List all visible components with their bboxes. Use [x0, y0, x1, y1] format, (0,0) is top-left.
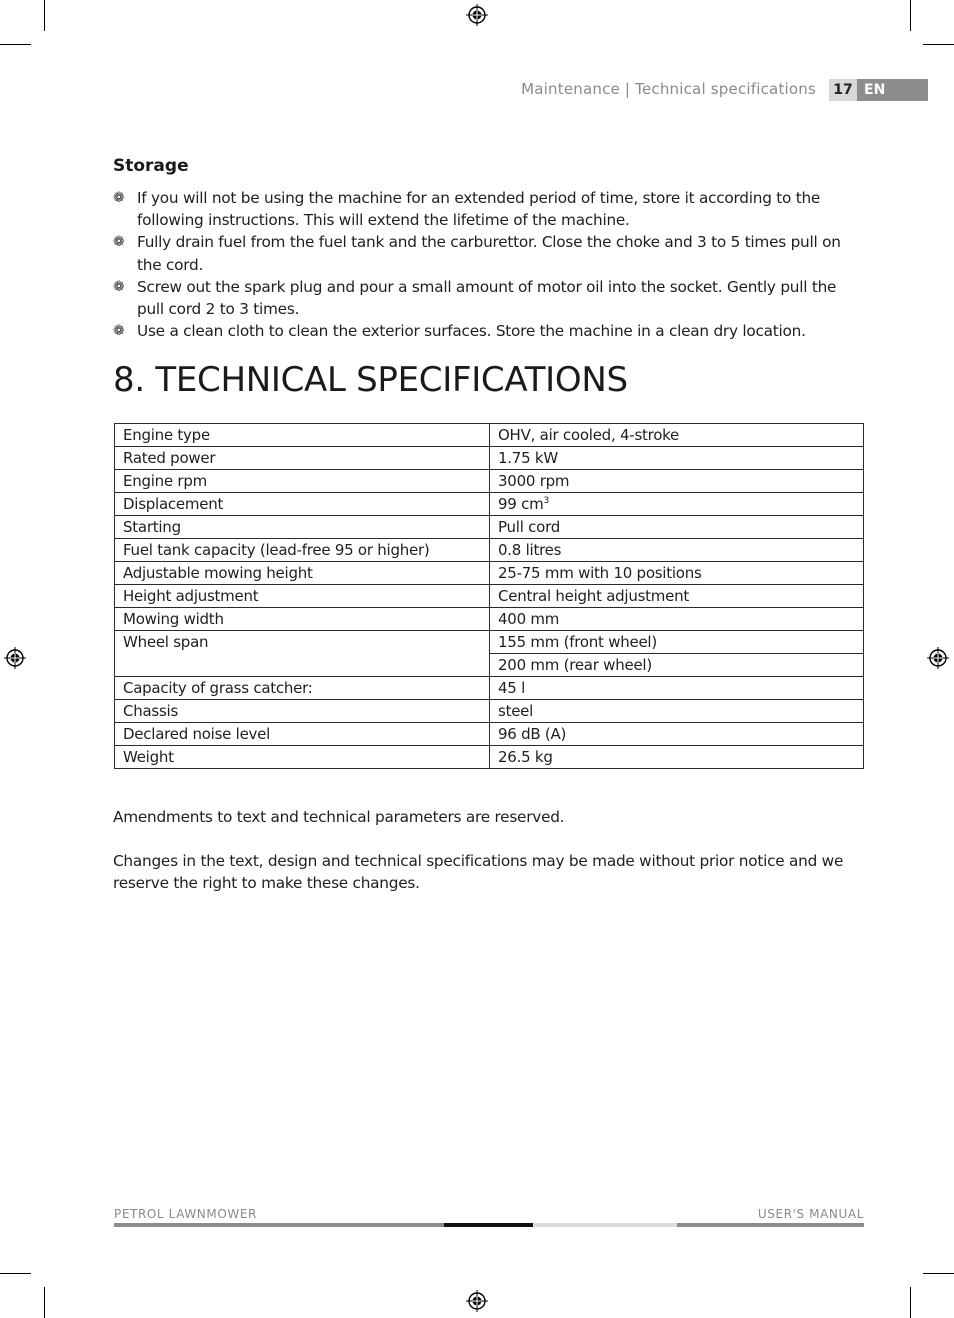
- running-header-title: Maintenance | Technical specifications: [521, 80, 816, 98]
- spec-value: 96 dB (A): [490, 723, 864, 746]
- registration-mark-icon: [4, 647, 26, 669]
- spec-value: steel: [490, 700, 864, 723]
- table-row: [115, 424, 864, 447]
- spec-label: Capacity of grass catcher:: [115, 677, 490, 700]
- spec-value: OHV, air cooled, 4-stroke: [490, 424, 864, 447]
- list-item-text: Screw out the spark plug and pour a small amount of motor oil into the socket. Gently pull the pull cord 2 to 3 times.: [137, 277, 837, 319]
- section-heading: 8. TECHNICAL SPECIFICATIONS: [113, 360, 628, 400]
- spec-value: 200 mm (rear wheel): [490, 654, 864, 677]
- spec-label: Weight: [115, 746, 490, 769]
- spec-table: [114, 423, 864, 769]
- spec-label: Height adjustment: [115, 585, 490, 608]
- changes-note: Changes in the text, design and technical specifications may be made without prior notice and we reserve the right to make these changes.: [113, 852, 844, 893]
- spec-label: Declared noise level: [115, 723, 490, 746]
- footer-bar-segment: [444, 1223, 533, 1227]
- crop-mark: [923, 44, 954, 45]
- crop-mark: [923, 1273, 954, 1274]
- crop-mark: [44, 0, 45, 31]
- crop-mark: [910, 1287, 911, 1318]
- crop-mark: [44, 1287, 45, 1318]
- spec-value: 26.5 kg: [490, 746, 864, 769]
- crop-mark: [0, 1273, 31, 1274]
- list-item: [113, 231, 863, 275]
- footer-product-name: PETROL LAWNMOWER: [114, 1207, 257, 1221]
- table-row: [115, 746, 864, 769]
- table-row: [115, 631, 864, 654]
- list-item-text: Use a clean cloth to clean the exterior surfaces. Store the machine in a clean dry location.: [137, 322, 806, 341]
- gear-bullet-icon: ❁: [113, 190, 125, 206]
- spec-label: Mowing width: [115, 608, 490, 631]
- spec-value: Pull cord: [490, 516, 864, 539]
- gear-bullet-icon: ❁: [113, 234, 125, 251]
- spec-label: Wheel span: [115, 631, 490, 677]
- registration-mark-icon: [927, 647, 949, 669]
- footer-bar-segment: [114, 1223, 444, 1227]
- table-row: [115, 516, 864, 539]
- table-row: [115, 700, 864, 723]
- list-item: [113, 187, 863, 231]
- registration-mark-icon: [466, 1290, 488, 1312]
- spec-label: Engine type: [115, 424, 490, 447]
- list-item: [113, 276, 863, 320]
- spec-value: 1.75 kW: [490, 447, 864, 470]
- table-row: [115, 539, 864, 562]
- spec-value: 400 mm: [490, 608, 864, 631]
- storage-list: [113, 187, 863, 342]
- crop-mark: [0, 44, 31, 45]
- spec-value: 0.8 litres: [490, 539, 864, 562]
- registration-mark-icon: [466, 4, 488, 26]
- spec-label: Fuel tank capacity (lead-free 95 or higher): [115, 539, 490, 562]
- crop-mark: [910, 0, 911, 31]
- footer-manual-label: USER'S MANUAL: [757, 1207, 864, 1221]
- spec-label: Adjustable mowing height: [115, 562, 490, 585]
- table-row: [115, 470, 864, 493]
- table-row: [115, 677, 864, 700]
- spec-label: Engine rpm: [115, 470, 490, 493]
- footer-bar-segment: [533, 1223, 677, 1227]
- storage-heading: Storage: [113, 156, 189, 176]
- list-item-text: If you will not be using the machine for an extended period of time, store it according to the following instructions. This will extend the lifetime of the machine.: [137, 189, 821, 230]
- spec-value: 3000 rpm: [490, 470, 864, 493]
- table-row: [115, 562, 864, 585]
- spec-value: 25-75 mm with 10 positions: [490, 562, 864, 585]
- spec-value: 45 l: [490, 677, 864, 700]
- amendments-note: Amendments to text and technical parameters are reserved.: [113, 808, 565, 826]
- gear-bullet-icon: ❁: [113, 278, 125, 295]
- table-row: [115, 447, 864, 470]
- spec-label: Displacement: [115, 493, 490, 516]
- superscript: 3: [543, 496, 549, 506]
- footer-bar-segment: [677, 1223, 864, 1227]
- spec-value-text: 99 cm: [498, 495, 544, 513]
- table-row: [115, 493, 864, 516]
- table-row: [115, 585, 864, 608]
- spec-value: Central height adjustment: [490, 585, 864, 608]
- spec-label: Starting: [115, 516, 490, 539]
- table-row: [115, 608, 864, 631]
- spec-label: Rated power: [115, 447, 490, 470]
- list-item-text: Fully drain fuel from the fuel tank and the carburettor. Close the choke and 3 to 5 times pull on the cord.: [137, 233, 841, 274]
- page-number: 17: [829, 79, 857, 101]
- list-item: [113, 320, 863, 342]
- spec-label: Chassis: [115, 700, 490, 723]
- gear-bullet-icon: ❁: [113, 323, 125, 340]
- spec-value: [490, 493, 864, 516]
- table-row: [115, 723, 864, 746]
- language-tab: EN: [857, 79, 928, 101]
- spec-value: 155 mm (front wheel): [490, 631, 864, 654]
